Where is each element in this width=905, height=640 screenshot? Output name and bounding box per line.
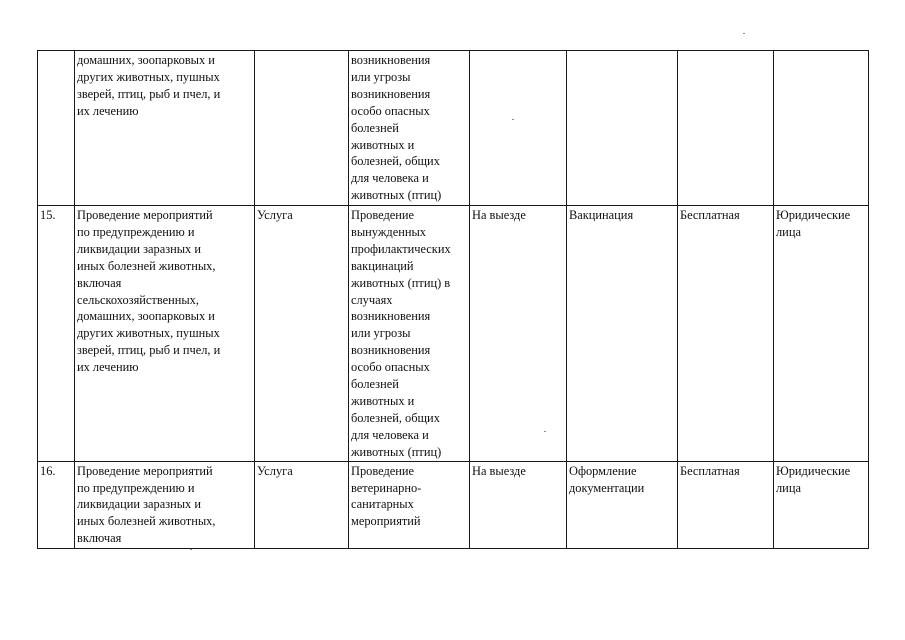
services-table-body [38, 51, 869, 549]
cell-text: Бесплатная [680, 463, 740, 478]
cell-text-line: Проведение мероприятий [77, 463, 213, 478]
scan-speck [544, 431, 546, 432]
cell-text: На выезде [472, 208, 526, 222]
cell-recipient [774, 206, 869, 462]
cell-text-line: ликвидации заразных и [77, 497, 201, 512]
cell-text-line: Проведение [351, 463, 415, 478]
cell-place [470, 51, 567, 206]
cell-text-line: Проведение мероприятий [77, 208, 213, 222]
cell-text-line: или угрозы [351, 326, 411, 341]
cell-text-line: профилактических [351, 241, 451, 256]
cell-place [470, 461, 567, 548]
cell-recipient [774, 51, 869, 206]
cell-text-line: лица [776, 224, 801, 239]
cell-type [255, 51, 349, 206]
cell-text-line: болезней, общих [351, 154, 440, 169]
cell-text-line: ликвидации заразных и [77, 241, 201, 256]
cell-text-line: особо опасных [351, 360, 430, 375]
cell-text-line: возникновения [351, 343, 431, 358]
cell-text-line: других животных, пушных [77, 69, 220, 84]
cell-text-line: их лечению [77, 103, 139, 118]
cell-place [470, 206, 567, 462]
cell-text-line: животных и [351, 137, 415, 152]
cell-text-line: включая [77, 531, 122, 546]
cell-number [38, 461, 75, 548]
cell-description [349, 51, 470, 206]
cell-payment [678, 51, 774, 206]
cell-type [255, 206, 349, 462]
cell-text-line: по предупреждению и [77, 224, 195, 239]
cell-result [567, 51, 678, 206]
cell-text-line: мероприятий [351, 514, 421, 529]
cell-text-line: для человека и [351, 427, 429, 442]
cell-text-line: документации [569, 480, 645, 495]
cell-text: Бесплатная [680, 208, 740, 222]
cell-text-line: Юридические [776, 463, 851, 478]
cell-number [38, 206, 75, 462]
cell-text-line: зверей, птиц, рыб и пчел, и [77, 343, 221, 358]
cell-text-line: возникновения [351, 86, 431, 101]
cell-result [567, 461, 678, 548]
cell-text-line: ветеринарно- [351, 480, 422, 495]
cell-text-line: животных (птиц) в [351, 275, 451, 290]
cell-recipient [774, 461, 869, 548]
cell-text: 15. [40, 208, 56, 222]
cell-description [349, 206, 470, 462]
cell-text-line: Оформление [569, 463, 637, 478]
scan-speck [743, 33, 745, 34]
table-row [38, 206, 869, 462]
cell-text-line: лица [776, 480, 801, 495]
cell-text-line: санитарных [351, 497, 414, 512]
cell-text-line: Юридические [776, 208, 851, 222]
cell-text-line: зверей, птиц, рыб и пчел, и [77, 86, 221, 101]
cell-text: На выезде [472, 463, 526, 478]
cell-number [38, 51, 75, 206]
cell-text-line: Проведение [351, 208, 415, 222]
cell-text-line: включая [77, 275, 122, 290]
cell-text-line: по предупреждению и [77, 480, 195, 495]
table-row [38, 461, 869, 548]
cell-name [75, 51, 255, 206]
cell-text-line: сельскохозяйственных, [77, 292, 199, 307]
cell-text-line: возникновения [351, 309, 431, 324]
cell-text-line: случаях [351, 292, 393, 307]
cell-text-line: животных (птиц) [351, 188, 442, 203]
cell-result [567, 206, 678, 462]
cell-name [75, 206, 255, 462]
cell-text-line: вакцинаций [351, 258, 414, 273]
cell-text: Услуга [257, 208, 293, 222]
cell-text-line: болезней, общих [351, 410, 440, 425]
cell-payment [678, 461, 774, 548]
cell-description [349, 461, 470, 548]
cell-text-line: домашних, зоопарковых и [77, 309, 215, 324]
cell-text-line: болезней [351, 377, 399, 392]
cell-type [255, 461, 349, 548]
cell-text-line: особо опасных [351, 103, 430, 118]
cell-text-line: возникновения [351, 53, 431, 67]
cell-text-line: иных болезней животных, [77, 514, 216, 529]
services-table [37, 50, 869, 549]
cell-text-line: или угрозы [351, 69, 411, 84]
scan-speck [190, 549, 192, 550]
cell-text-line: для человека и [351, 171, 429, 186]
cell-text-line: вынужденных [351, 224, 426, 239]
cell-name [75, 461, 255, 548]
cell-payment [678, 206, 774, 462]
cell-text-line: животных и [351, 393, 415, 408]
cell-text-line: животных (птиц) [351, 444, 442, 459]
scan-speck [512, 119, 514, 120]
cell-text-line: их лечению [77, 360, 139, 375]
cell-text-line: других животных, пушных [77, 326, 220, 341]
cell-text: Услуга [257, 463, 293, 478]
cell-text-line: домашних, зоопарковых и [77, 53, 215, 67]
cell-text: 16. [40, 463, 56, 478]
cell-text-line: Вакцинация [569, 208, 634, 222]
cell-text-line: болезней [351, 120, 399, 135]
cell-text-line: иных болезней животных, [77, 258, 216, 273]
table-row [38, 51, 869, 206]
